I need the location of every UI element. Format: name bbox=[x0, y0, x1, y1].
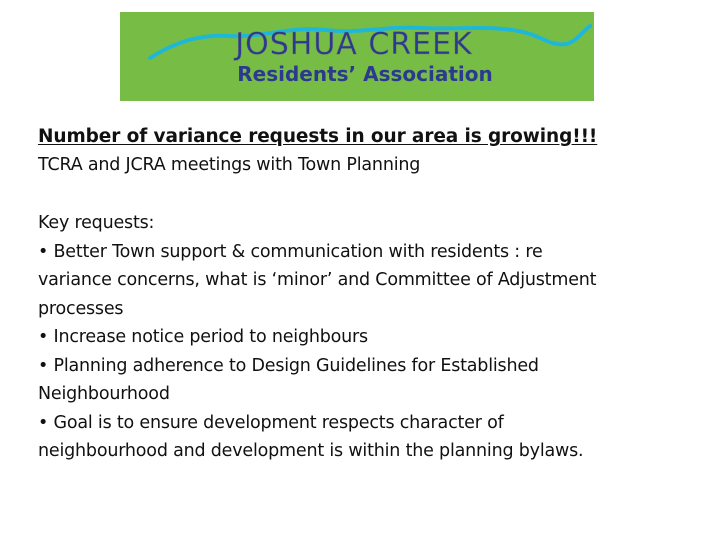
key-requests-block bbox=[38, 209, 698, 466]
request-line: processes bbox=[38, 298, 124, 319]
request-line: • Planning adherence to Design Guidelines for Established bbox=[38, 355, 539, 376]
request-line: variance concerns, what is ‘minor’ and Committee of Adjustment bbox=[38, 270, 597, 290]
logo-graphic bbox=[120, 12, 594, 101]
request-line: neighbourhood and development is within the planning bylaws. bbox=[38, 441, 584, 461]
logo-subtitle: Residents’ Association bbox=[237, 62, 493, 86]
key-requests-label: Key requests: bbox=[38, 213, 155, 233]
logo-title: JOSHUA CREEK bbox=[235, 27, 473, 62]
slide-subline: TCRA and JCRA meetings with Town Planning bbox=[38, 155, 421, 175]
request-line: Neighbourhood bbox=[38, 384, 170, 404]
association-logo bbox=[120, 12, 594, 101]
request-line: • Better Town support & communication with residents : re bbox=[38, 241, 543, 262]
slide-content bbox=[38, 124, 698, 466]
slide-headline: Number of variance requests in our area is growing!!! bbox=[38, 126, 598, 147]
request-line: • Increase notice period to neighbours bbox=[38, 327, 368, 347]
request-line: • Goal is to ensure development respects character of bbox=[38, 412, 504, 433]
